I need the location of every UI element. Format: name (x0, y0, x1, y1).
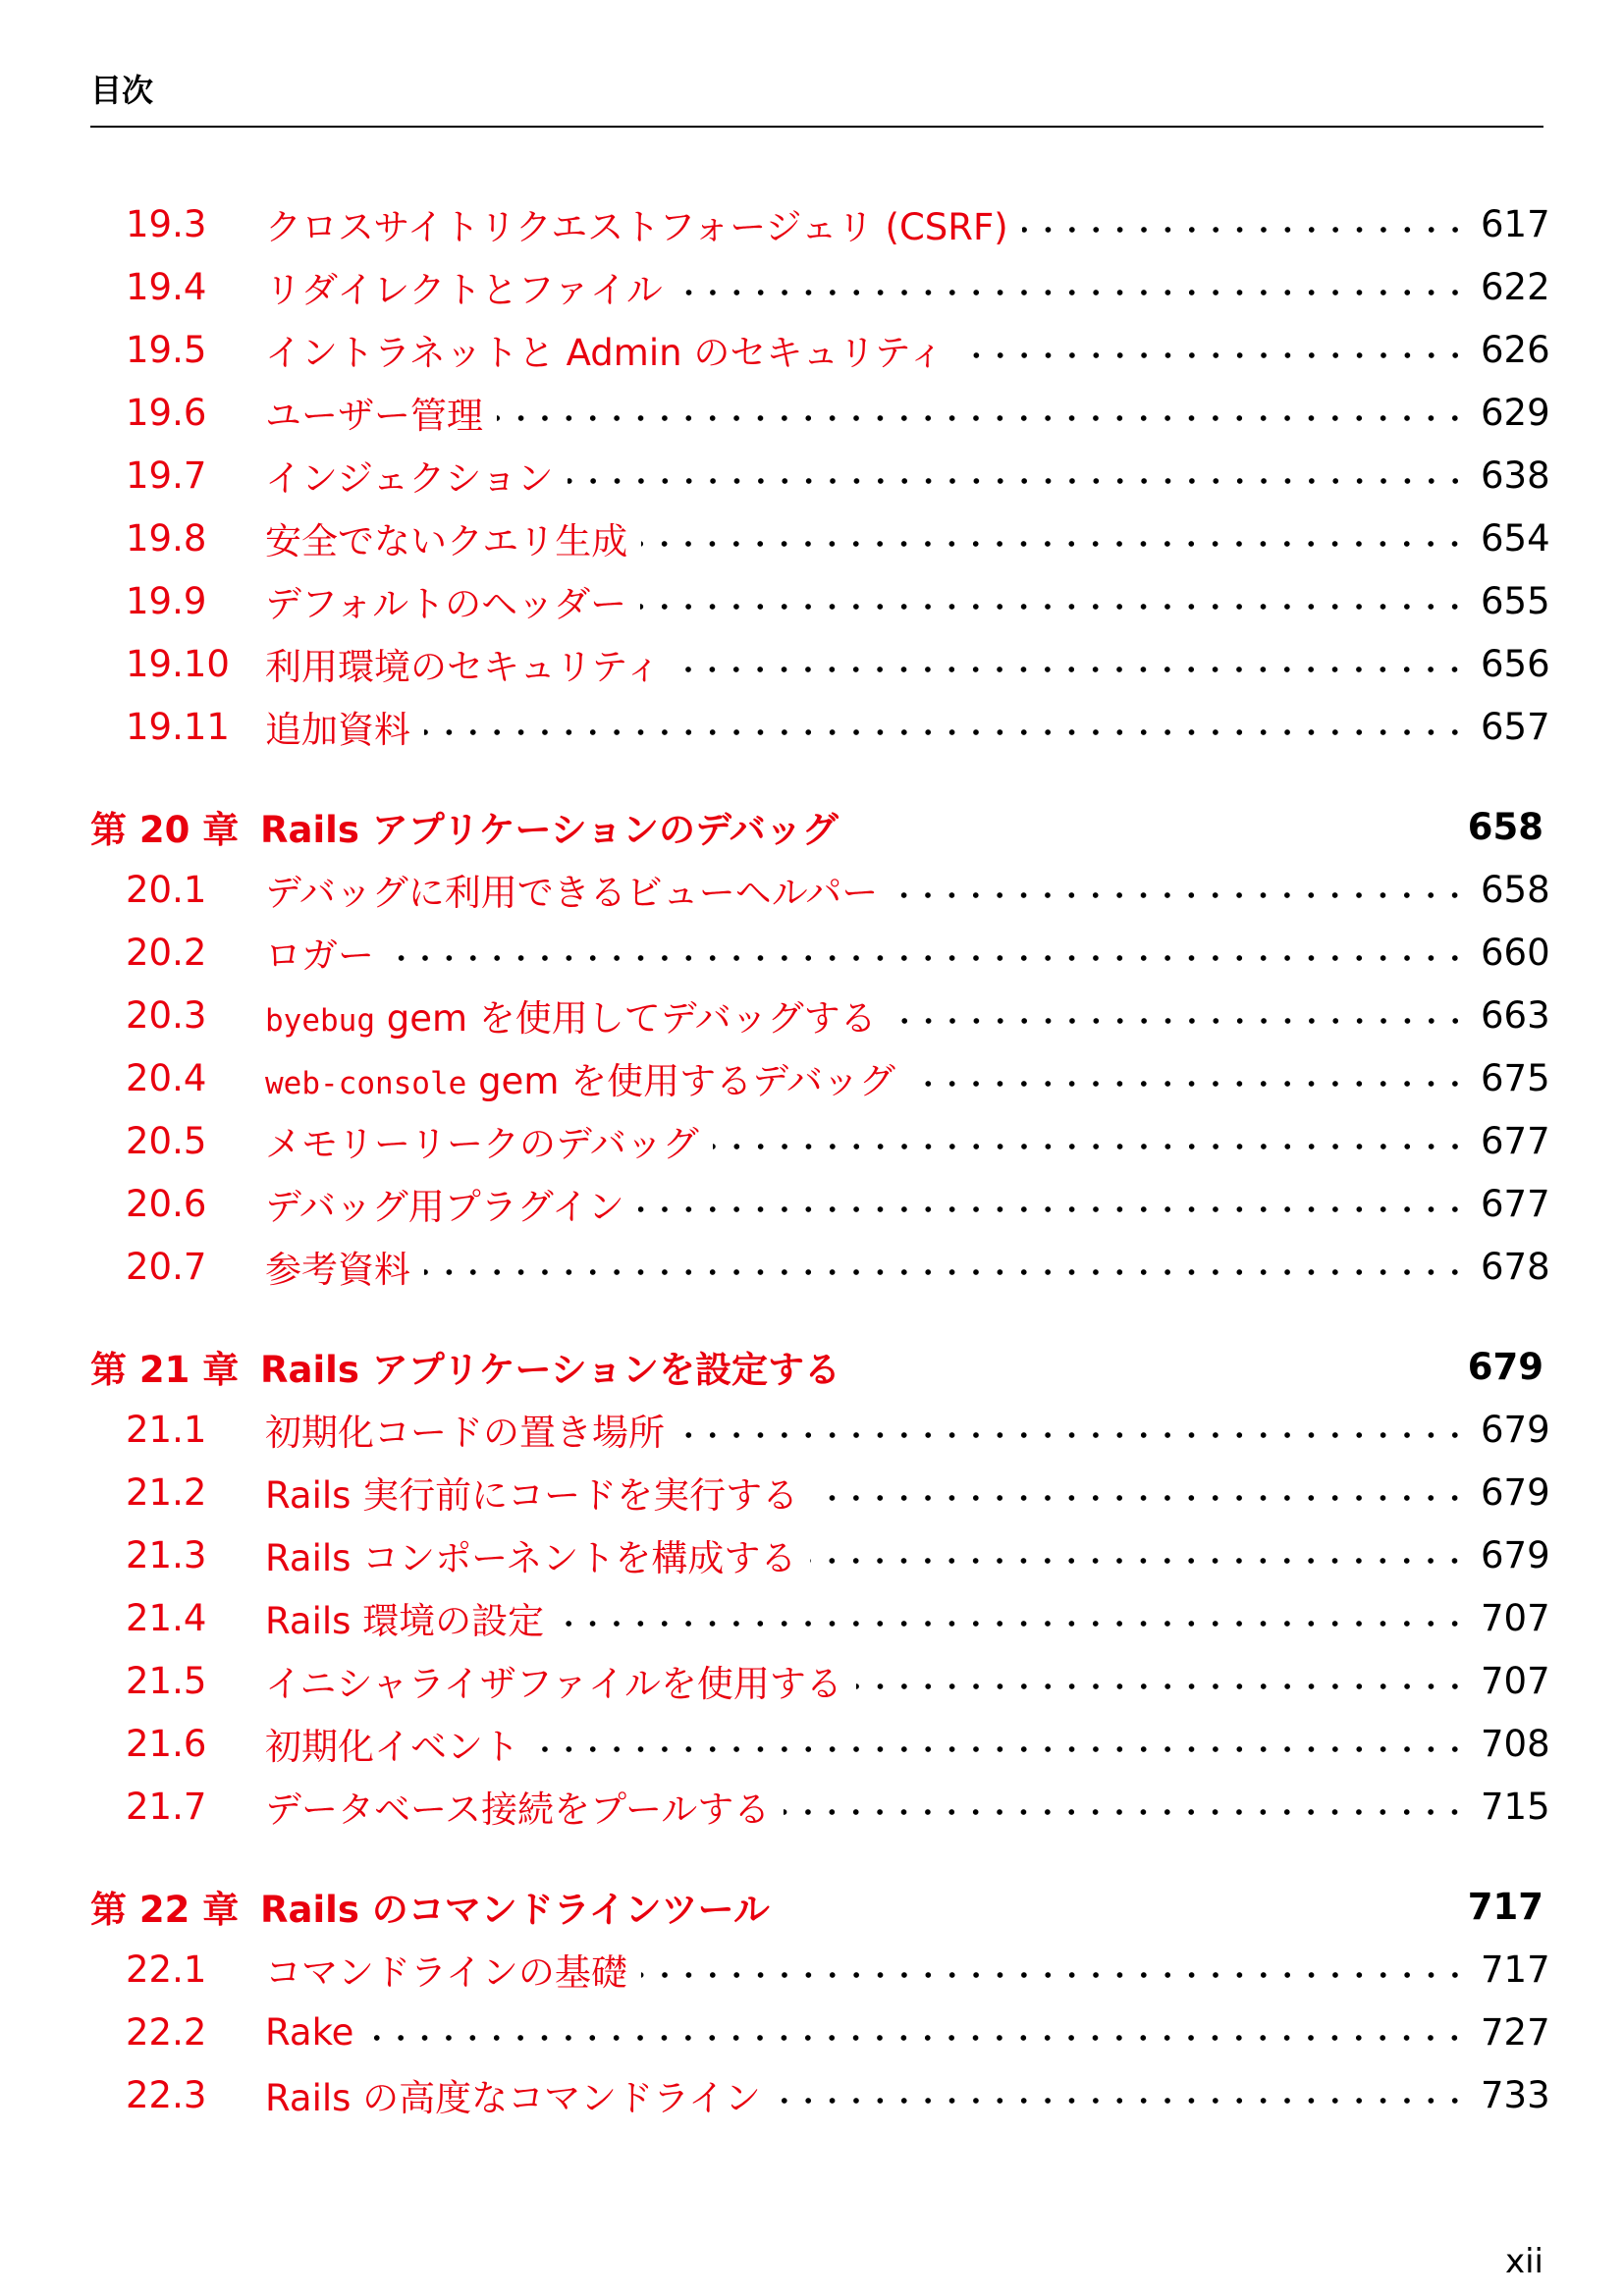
dot-leader (675, 652, 1467, 687)
header-title: 目次 (90, 72, 154, 109)
toc-entry-19-11[interactable] (90, 695, 1550, 758)
dot-leader (891, 1003, 1467, 1039)
dot-leader (424, 1255, 1467, 1290)
page-number: 657 (1481, 705, 1550, 748)
toc-entry-21-4[interactable] (90, 1586, 1550, 1649)
toc-entry-22-3[interactable] (90, 2063, 1550, 2126)
dot-leader (1022, 212, 1467, 247)
section-title: クロスサイトリクエストフォージェリ (CSRF) (265, 197, 1018, 250)
page-number: 660 (1481, 931, 1550, 974)
section-number: 19.5 (126, 328, 207, 371)
page-number: 655 (1481, 579, 1550, 622)
dot-leader (958, 338, 1467, 373)
dot-leader (713, 1129, 1467, 1164)
page-number: 629 (1481, 391, 1550, 434)
section-title: イントラネットと Admin のセキュリティ (265, 323, 954, 376)
page-number: 656 (1481, 642, 1550, 685)
section-title: ロガー (265, 926, 384, 979)
page-number: 717 (1481, 1948, 1550, 1991)
toc-entry-21-6[interactable] (90, 1712, 1550, 1775)
toc-entry-19-3[interactable] (90, 192, 1550, 255)
section-number: 19.10 (126, 642, 230, 685)
section-number: 21.6 (126, 1722, 207, 1765)
page-number: 707 (1481, 1596, 1550, 1639)
toc-entry-22-1[interactable] (90, 1938, 1550, 2001)
section-title: ユーザー管理 (265, 386, 493, 439)
chapter-title: Rails アプリケーションを設定する (260, 1349, 841, 1391)
page-number: 663 (1481, 993, 1550, 1037)
dot-leader (784, 1794, 1467, 1830)
toc-entry-19-7[interactable] (90, 444, 1550, 507)
section-title: コマンドラインの基礎 (265, 1943, 637, 1996)
section-title: 参考資料 (265, 1240, 420, 1293)
toc-entry-19-4[interactable] (90, 255, 1550, 318)
page-number: 678 (1481, 1245, 1550, 1288)
section-number: 22.2 (126, 2010, 207, 2054)
page-number: 679 (1481, 1533, 1550, 1576)
toc-chapter-20[interactable] (90, 795, 1545, 858)
section-number: 21.3 (126, 1533, 207, 1576)
dot-leader (640, 589, 1467, 624)
running-header (90, 71, 1543, 128)
section-number: 20.5 (126, 1119, 207, 1162)
toc-entry-20-7[interactable] (90, 1235, 1550, 1298)
section-title: デバッグ用プラグイン (265, 1177, 634, 1230)
section-title: 安全でないクエリ生成 (265, 511, 637, 564)
section-title: 初期化イベント (265, 1717, 529, 1770)
code-term: web-console (265, 1066, 467, 1101)
section-title: デフォルトのヘッダー (265, 574, 636, 627)
page-number: 679 (1481, 1408, 1550, 1451)
dot-leader (388, 940, 1467, 976)
dot-leader (638, 1192, 1467, 1227)
dot-leader (775, 2083, 1467, 2118)
page-number: 675 (1481, 1056, 1550, 1099)
section-number: 19.6 (126, 391, 207, 434)
dot-leader (641, 1957, 1467, 1993)
page-number: 626 (1481, 328, 1550, 371)
section-title: Rake (265, 2011, 363, 2054)
section-title: イニシャライザファイルを使用する (265, 1654, 852, 1707)
section-number: 21.7 (126, 1785, 207, 1828)
page-number: 677 (1481, 1119, 1550, 1162)
chapter-page-number: 658 (1467, 805, 1543, 848)
chapter-title: Rails アプリケーションのデバッグ (260, 809, 839, 851)
section-title: Rails 環境の設定 (265, 1591, 554, 1644)
section-number: 20.7 (126, 1245, 207, 1288)
dot-leader (810, 1543, 1467, 1578)
dot-leader (909, 1066, 1467, 1101)
toc-entry-19-6[interactable] (90, 381, 1550, 444)
page-number: 727 (1481, 2010, 1550, 2054)
section-title (265, 1051, 905, 1104)
table-of-contents (90, 192, 1550, 2126)
dot-leader (558, 1606, 1467, 1641)
chapter-number: 第 20 章 (90, 809, 240, 851)
toc-entry-20-6[interactable] (90, 1172, 1550, 1235)
dot-leader (892, 878, 1467, 913)
toc-entry-21-3[interactable] (90, 1523, 1550, 1586)
toc-chapter-21[interactable] (90, 1335, 1545, 1398)
section-number: 19.3 (126, 202, 207, 245)
section-number: 20.2 (126, 931, 207, 974)
toc-entry-20-5[interactable] (90, 1109, 1550, 1172)
chapter-number: 第 21 章 (90, 1349, 240, 1391)
section-number: 20.4 (126, 1056, 207, 1099)
section-title: メモリーリークのデバッグ (265, 1114, 709, 1167)
dot-leader (533, 1732, 1467, 1767)
section-title: 初期化コードの置き場所 (265, 1403, 675, 1456)
toc-chapter-22[interactable] (90, 1875, 1545, 1938)
section-number: 20.1 (126, 868, 207, 911)
section-number: 19.7 (126, 454, 207, 497)
dot-leader (641, 526, 1467, 561)
toc-entry-20-3[interactable] (90, 984, 1550, 1046)
toc-entry-19-8[interactable] (90, 507, 1550, 569)
section-title: 利用環境のセキュリティ (265, 637, 671, 690)
chapter-page-number: 679 (1467, 1345, 1543, 1388)
section-number: 20.6 (126, 1182, 207, 1225)
dot-leader (424, 715, 1467, 750)
chapter-page-number: 717 (1467, 1885, 1543, 1928)
section-title-text: gem を使用するデバッグ (466, 1060, 895, 1102)
page-number: 622 (1481, 265, 1550, 308)
toc-entry-21-1[interactable] (90, 1398, 1550, 1461)
page-number: 654 (1481, 516, 1550, 560)
toc-entry-20-4[interactable] (90, 1046, 1550, 1109)
toc-entry-21-5[interactable] (90, 1649, 1550, 1712)
section-title: Rails の高度なコマンドライン (265, 2068, 771, 2121)
section-number: 19.9 (126, 579, 207, 622)
page-number: 733 (1481, 2073, 1550, 2116)
dot-leader (812, 1480, 1467, 1516)
section-number: 21.1 (126, 1408, 207, 1451)
section-title: インジェクション (265, 449, 564, 502)
section-title: Rails コンポーネントを構成する (265, 1528, 806, 1581)
folio-page-number: xii (1504, 2242, 1543, 2281)
section-number: 22.3 (126, 2073, 207, 2116)
page-number: 715 (1481, 1785, 1550, 1828)
dot-leader (367, 2020, 1467, 2056)
section-number: 21.5 (126, 1659, 207, 1702)
toc-entry-20-2[interactable] (90, 921, 1550, 984)
toc-entry-19-9[interactable] (90, 569, 1550, 632)
section-number: 21.2 (126, 1470, 207, 1514)
section-number: 19.8 (126, 516, 207, 560)
page-number: 708 (1481, 1722, 1550, 1765)
section-title: Rails 実行前にコードを実行する (265, 1466, 808, 1519)
page-number: 707 (1481, 1659, 1550, 1702)
section-title (265, 988, 887, 1041)
toc-entry-22-2[interactable] (90, 2001, 1550, 2063)
code-term: byebug (265, 1003, 375, 1039)
dot-leader (497, 400, 1467, 436)
dot-leader (677, 275, 1467, 310)
section-title: 追加資料 (265, 700, 420, 753)
toc-entry-19-10[interactable] (90, 632, 1550, 695)
toc-entry-19-5[interactable] (90, 318, 1550, 381)
toc-entry-21-2[interactable] (90, 1461, 1550, 1523)
dot-leader (856, 1669, 1467, 1704)
section-title-text: gem を使用してデバッグする (374, 997, 877, 1040)
page-number: 658 (1481, 868, 1550, 911)
page-number: 677 (1481, 1182, 1550, 1225)
section-title: デバッグに利用できるビューヘルパー (265, 863, 888, 916)
section-title: データベース接続をプールする (265, 1780, 780, 1833)
section-number: 19.11 (126, 705, 230, 748)
section-number: 21.4 (126, 1596, 207, 1639)
page-number: 617 (1481, 202, 1550, 245)
dot-leader (568, 463, 1467, 499)
toc-entry-21-7[interactable] (90, 1775, 1550, 1838)
section-number: 20.3 (126, 993, 207, 1037)
page-number: 679 (1481, 1470, 1550, 1514)
toc-entry-20-1[interactable] (90, 858, 1550, 921)
chapter-number: 第 22 章 (90, 1889, 240, 1931)
section-number: 22.1 (126, 1948, 207, 1991)
chapter-title: Rails のコマンドラインツール (260, 1889, 770, 1931)
page-number: 638 (1481, 454, 1550, 497)
dot-leader (678, 1417, 1467, 1453)
section-number: 19.4 (126, 265, 207, 308)
section-title: リダイレクトとファイル (265, 260, 673, 313)
